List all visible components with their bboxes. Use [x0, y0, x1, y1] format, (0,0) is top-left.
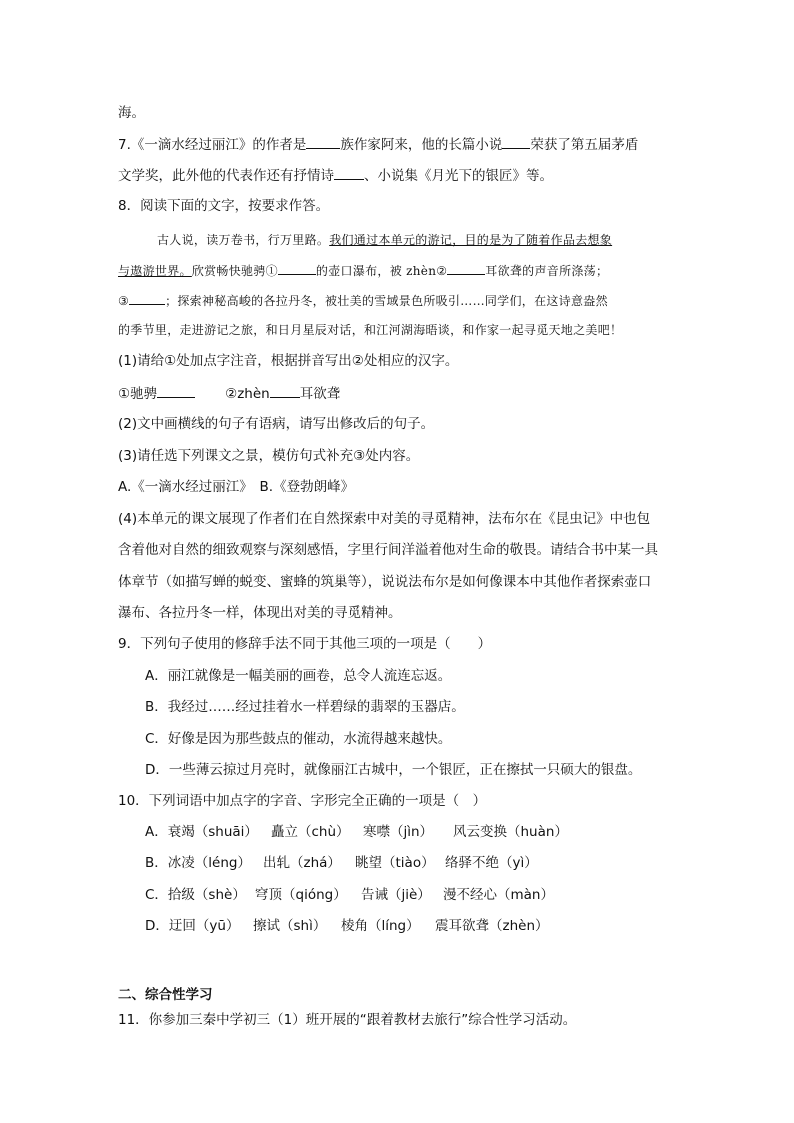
- q7-blank-1[interactable]: [306, 134, 340, 149]
- q10-word: 棱角（líng）: [341, 918, 420, 934]
- q7-text: 荣获了第五届茅盾: [530, 137, 639, 153]
- q10-option-b[interactable]: [145, 853, 538, 873]
- q9-stem: 9．下列句子使用的修辞手法不同于其他三项的一项是（ ）: [118, 636, 492, 652]
- underlined-sentence: 我们通过本单元的游记，目的是为了随着作品去想象: [329, 233, 613, 247]
- q8-sub3-options: A.《一滴水经过丽江》 B.《登勃朗峰》: [118, 479, 355, 495]
- blank-2[interactable]: [447, 260, 485, 275]
- q10-word: 出轧（zhá）: [263, 855, 341, 871]
- q9-option-b[interactable]: B．我经过……经过挂着水一样碧绿的翡翠的玉器店。: [145, 699, 465, 715]
- passage-text: ；探索神秘高峻的各拉丹冬，被壮美的雪域景色所吸引……同学们，在这诗意盎然: [165, 294, 608, 308]
- q9-option-a[interactable]: A．丽江就像是一幅美丽的画卷，总令人流连忘返。: [145, 668, 452, 684]
- passage-text: 欣赏畅快驰骋①: [191, 264, 278, 278]
- answer-blank-1[interactable]: [157, 383, 195, 398]
- q8-passage-line2: [118, 260, 608, 281]
- passage-text: 古人说，读万卷书，行万里路。: [157, 233, 330, 247]
- q10-word: 矗立（chù）: [271, 824, 350, 840]
- section-heading: 二、综合性学习: [118, 987, 213, 1003]
- q11-stem: 11．你参加三秦中学初三（1）班开展的“跟着教材去旅行”综合性学习活动。: [118, 1012, 577, 1028]
- q10-option-d[interactable]: [145, 916, 549, 936]
- passage-text: 的壶口瀑布，被 zhèn②: [315, 264, 448, 278]
- q10-word: D．迂回（yū）: [145, 918, 240, 934]
- q6-tail: 海。: [118, 105, 145, 121]
- blank-3[interactable]: [129, 290, 165, 305]
- answer-label: ②zhèn: [225, 386, 270, 402]
- answer-blank-2[interactable]: [270, 383, 300, 398]
- q7-blank-2[interactable]: [502, 134, 530, 149]
- q10-word: 漫不经心（màn）: [443, 887, 554, 903]
- q7-text: 、小说集《月光下的银匠》等。: [364, 168, 553, 184]
- q10-word: C．拾级（shè）: [145, 887, 246, 903]
- q10-word: A．衰竭（shuāi）: [145, 824, 258, 840]
- underlined-sentence: 与遨游世界。: [118, 264, 192, 278]
- q10-word: 震耳欲聋（zhèn）: [435, 918, 549, 934]
- q7-text: 族作家阿来，他的长篇小说: [340, 137, 503, 153]
- q10-word: 擦试（shì）: [253, 918, 327, 934]
- q8-sub3: (3)请任选下列课文之景，模仿句式补充③处内容。: [118, 448, 420, 464]
- q10-word: 眺望（tiào）: [355, 855, 435, 871]
- q10-option-c[interactable]: [145, 885, 554, 905]
- q8-sub1-answer: [118, 383, 340, 404]
- q8-stem: 8．阅读下面的文字，按要求作答。: [118, 198, 330, 214]
- q8-sub4-line1: (4)本单元的课文展现了作者们在自然探索中对美的寻觅精神，法布尔在《昆虫记》中也包: [118, 511, 651, 527]
- answer-label: 耳欲聋: [299, 386, 341, 402]
- answer-label: ①驰骋: [118, 386, 158, 402]
- passage-text: 耳欲聋的声音所涤荡；: [485, 264, 609, 278]
- q10-stem: 10．下列词语中加点字的字音、字形完全正确的一项是（ ）: [118, 793, 487, 809]
- q10-word: 寒噤（jìn）: [363, 824, 434, 840]
- q10-word: 穹顶（qióng）: [255, 887, 347, 903]
- q9-option-d[interactable]: D．一些薄云掠过月亮时，就像丽江古城中，一个银匠，正在擦拭一只硕大的银盘。: [145, 762, 642, 778]
- passage-text: ③: [118, 294, 130, 308]
- q10-word: 风云变换（huàn）: [453, 824, 568, 840]
- q8-passage-line3: [118, 290, 608, 311]
- q7-line1: [118, 134, 638, 155]
- q8-sub4-line2: 含着他对自然的细致观察与深刻感悟，字里行间洋溢着他对生命的敬畏。请结合书中某一具: [118, 542, 658, 558]
- q7-text: 7.《一滴水经过丽江》的作者是: [118, 137, 307, 153]
- q8-passage-line1: [157, 230, 612, 250]
- q7-line2: [118, 165, 553, 186]
- q8-sub4-line3: 体章节（如描写蝉的蜕变、蜜蜂的筑巢等），说说法布尔是如何像课本中其他作者探索壶口: [118, 574, 652, 590]
- q10-word: B．冰凌（léng）: [145, 855, 251, 871]
- q8-sub1: (1)请给①处加点字注音，根据拼音写出②处相应的汉字。: [118, 353, 459, 369]
- q10-option-a[interactable]: [145, 822, 568, 842]
- q8-sub2: (2)文中画横线的句子有语病，请写出修改后的句子。: [118, 416, 435, 432]
- q7-blank-3[interactable]: [334, 165, 364, 180]
- q9-option-c[interactable]: C．好像是因为那些鼓点的催动，水流得越来越快。: [145, 731, 452, 747]
- q10-word: 告诫（jiè）: [361, 887, 431, 903]
- q8-sub4-line4: 瀑布、各拉丹冬一样，体现出对美的寻觅精神。: [118, 605, 402, 621]
- q10-word: 络驿不绝（yì）: [445, 855, 538, 871]
- q7-text: 文学奖，此外他的代表作还有抒情诗: [118, 168, 334, 184]
- q8-passage-line4: 的季节里，走进游记之旅，和日月星辰对话，和江河湖海晤谈，和作家一起寻觅天地之美吧！: [118, 323, 623, 337]
- blank-1[interactable]: [278, 260, 316, 275]
